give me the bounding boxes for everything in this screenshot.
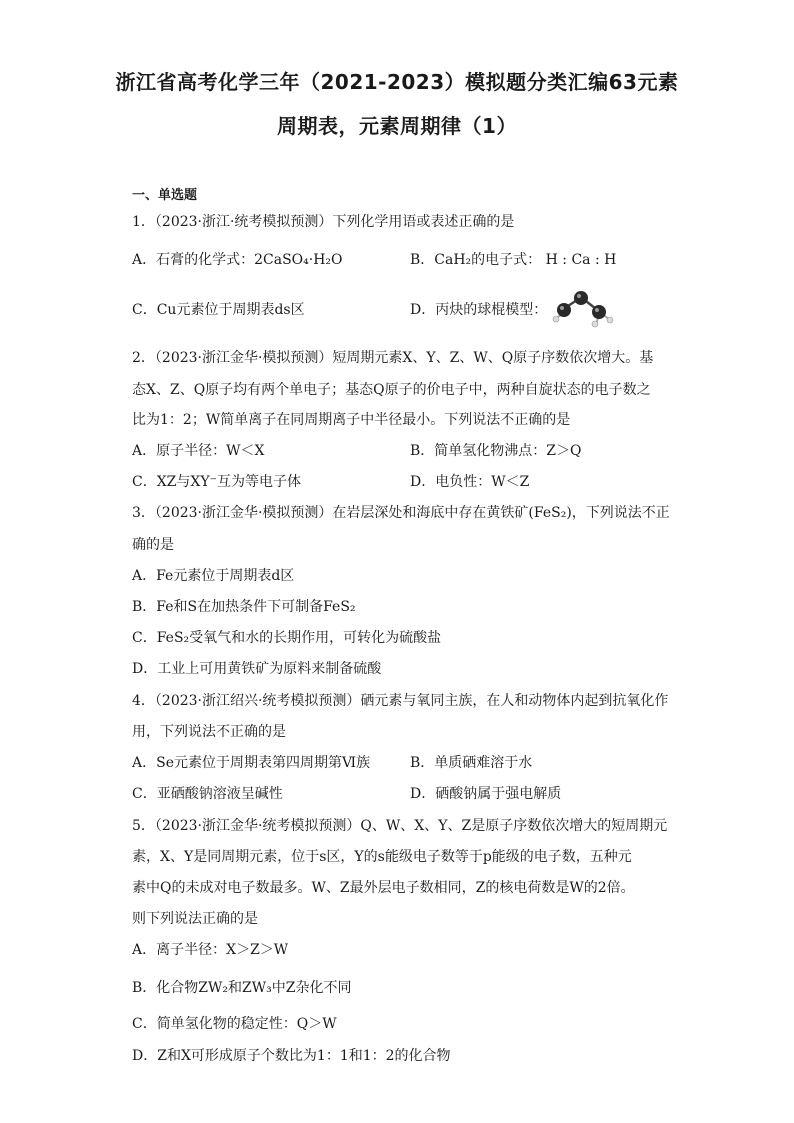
q2-stem-line3: 比为1：2；W简单离子在同周期离子中半径最小。下列说法不正确的是 <box>132 412 571 428</box>
q5-stem-line4: 则下列说法正确的是 <box>132 911 258 927</box>
q1-option-a: A．石膏的化学式：2CaSO₄·H₂O <box>132 252 343 268</box>
q3-stem-line2: 确的是 <box>132 537 174 553</box>
q1-stem: 1．（2023·浙江·统考模拟预测）下列化学用语或表述正确的是 <box>132 214 515 230</box>
q3-option-b: B．Fe和S在加热条件下可制备FeS₂ <box>132 599 356 615</box>
q2-option-c: C．XZ与XY⁻互为等电子体 <box>132 474 302 490</box>
molecule-model-icon <box>552 288 614 328</box>
q2-stem-line2: 态X、Z、Q原子均有两个单电子；基态Q原子的价电子中，两种自旋状态的电子数之 <box>132 382 651 398</box>
q4-stem-line1: 4．（2023·浙江绍兴·统考模拟预测）硒元素与氧同主族，在人和动物体内起到抗氧化作 <box>132 693 669 709</box>
q1-option-c: C．Cu元素位于周期表ds区 <box>132 302 305 318</box>
document-title-line1: 浙江省高考化学三年（2021-2023）模拟题分类汇编63元素 <box>115 70 679 94</box>
q2-option-a: A．原子半径：W＜X <box>132 443 265 459</box>
q1-option-d: D．丙炔的球棍模型： <box>410 302 548 318</box>
q4-option-b: B．单质硒难溶于水 <box>410 755 533 771</box>
q4-option-d: D．硒酸钠属于强电解质 <box>410 786 562 802</box>
q5-option-c: C．简单氢化物的稳定性：Q＞W <box>132 1016 337 1032</box>
q5-stem-line2: 素，X、Y是同周期元素，位于s区，Y的s能级电子数等于p能级的电子数，五种元 <box>132 849 632 865</box>
q1-option-b: B．CaH₂的电子式： H : Ca : H <box>410 252 617 268</box>
q3-option-a: A．Fe元素位于周期表d区 <box>132 568 295 584</box>
q3-option-d: D．工业上可用黄铁矿为原料来制备硫酸 <box>132 661 382 677</box>
q3-stem-line1: 3．（2023·浙江金华·模拟预测）在岩层深处和海底中存在黄铁矿(FeS₂)，下列说法不正 <box>132 505 670 521</box>
q3-option-c: C．FeS₂受氧气和水的长期作用，可转化为硫酸盐 <box>132 630 442 646</box>
q4-option-c: C．亚硒酸钠溶液呈碱性 <box>132 786 283 802</box>
q5-option-a: A．离子半径：X＞Z＞W <box>132 942 289 958</box>
q2-option-b: B．简单氢化物沸点：Z＞Q <box>410 443 582 459</box>
q4-option-a: A．Se元素位于周期表第四周期第Ⅵ族 <box>132 755 371 771</box>
q5-stem-line1: 5．（2023·浙江金华·统考模拟预测）Q、W、X、Y、Z是原子序数依次增大的短周期元 <box>132 818 668 834</box>
document-title-line2: 周期表，元素周期律（1） <box>277 114 517 138</box>
q4-stem-line2: 用，下列说法不正确的是 <box>132 724 286 740</box>
q5-option-d: D．Z和X可形成原子个数比为1：1和1：2的化合物 <box>132 1048 451 1064</box>
q5-option-b: B．化合物ZW₂和ZW₃中Z杂化不同 <box>132 980 352 996</box>
q2-option-d: D．电负性：W＜Z <box>410 474 530 490</box>
section-heading: 一、单选题 <box>132 188 198 203</box>
q5-stem-line3: 素中Q的未成对电子数最多。W、Z最外层电子数相同，Z的核电荷数是W的2倍。 <box>132 880 635 896</box>
q2-stem-line1: 2．（2023·浙江金华·模拟预测）短周期元素X、Y、Z、W、Q原子序数依次增大。基 <box>132 350 654 366</box>
